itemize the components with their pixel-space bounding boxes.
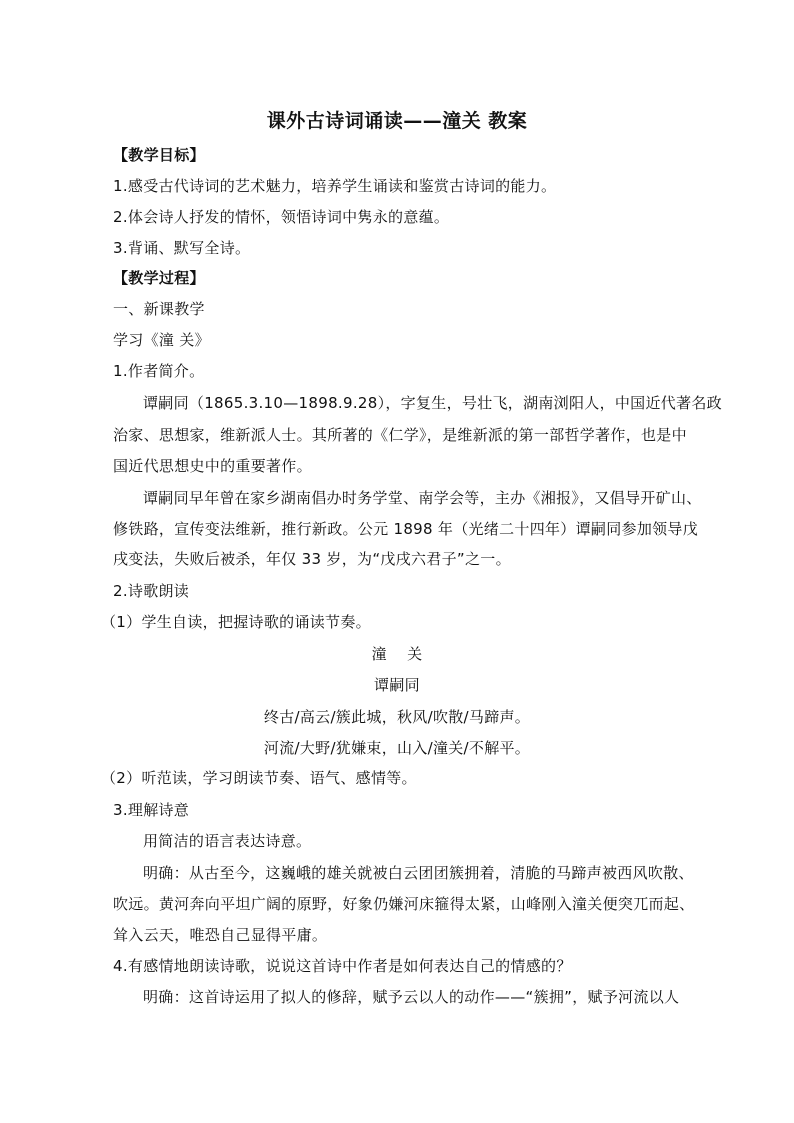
- process-heading: 【教学过程】: [113, 269, 205, 287]
- reading-step: （1）学生自读，把握诗歌的诵读节奏。: [101, 613, 371, 631]
- paragraph-line: 国近代思想史中的重要著作。: [113, 457, 312, 475]
- meaning-heading: 3.理解诗意: [113, 801, 190, 819]
- paragraph-line: 谭嗣同（1865.3.10—1898.9.28），字复生，号壮飞，湖南浏阳人，中国近代著名政: [143, 394, 722, 412]
- objectives-heading: 【教学目标】: [113, 146, 205, 164]
- emotion-heading: 4.有感情地朗读诗歌，说说这首诗中作者是如何表达自己的情感的？: [113, 957, 572, 975]
- paragraph-line: 明确：这首诗运用了拟人的修辞，赋予云以人的动作——“簇拥”，赋予河流以人: [143, 988, 680, 1006]
- section-heading: 一、新课教学: [113, 300, 205, 318]
- paragraph-line: 谭嗣同早年曾在家乡湖南倡办时务学堂、南学会等，主办《湘报》，又倡导开矿山、: [143, 489, 702, 507]
- poem-line: 河流/大野/犹嫌束，山入/潼关/不解平。: [263, 739, 531, 757]
- paragraph-line: 戌变法，失败后被杀，年仅 33 岁，为“戊戌六君子”之一。: [113, 550, 511, 568]
- lesson-subtitle: 学习《潼 关》: [113, 331, 210, 349]
- author-heading: 1.作者简介。: [113, 362, 205, 380]
- paragraph-line: 吹远。黄河奔向平坦广阔的原野，好象仍嫌河床箍得太紧，山峰刚入潼关便突兀而起、: [113, 895, 695, 913]
- paragraph-line: 治家、思想家，维新派人士。其所著的《仁学》，是维新派的第一部哲学著作，也是中: [113, 426, 687, 444]
- paragraph-line: 耸入云天，唯恐自己显得平庸。: [113, 926, 328, 944]
- paragraph-line: 明确：从古至今，这巍峨的雄关就被白云团团簇拥着，清脆的马蹄声被西风吹散、: [143, 864, 694, 882]
- poem-author: 谭嗣同: [374, 676, 420, 694]
- objective-item: 1.感受古代诗词的艺术魅力，培养学生诵读和鉴赏古诗词的能力。: [113, 177, 557, 195]
- objective-item: 3.背诵、默写全诗。: [113, 239, 251, 257]
- objective-item: 2.体会诗人抒发的情怀，领悟诗词中隽永的意蕴。: [113, 208, 450, 226]
- document-title: 课外古诗词诵读——潼关 教案: [266, 110, 528, 132]
- meaning-task: 用简洁的语言表达诗意。: [143, 832, 312, 850]
- paragraph-line: 修铁路，宣传变法维新，推行新政。公元 1898 年（光绪二十四年）谭嗣同参加领导戊: [113, 520, 699, 538]
- poem-title: 潼 关: [371, 645, 423, 663]
- reading-heading: 2.诗歌朗读: [113, 582, 190, 600]
- reading-step: （2）听范读，学习朗读节奏、语气、感情等。: [101, 769, 417, 787]
- poem-line: 终古/高云/簇此城，秋风/吹散/马蹄声。: [263, 708, 531, 726]
